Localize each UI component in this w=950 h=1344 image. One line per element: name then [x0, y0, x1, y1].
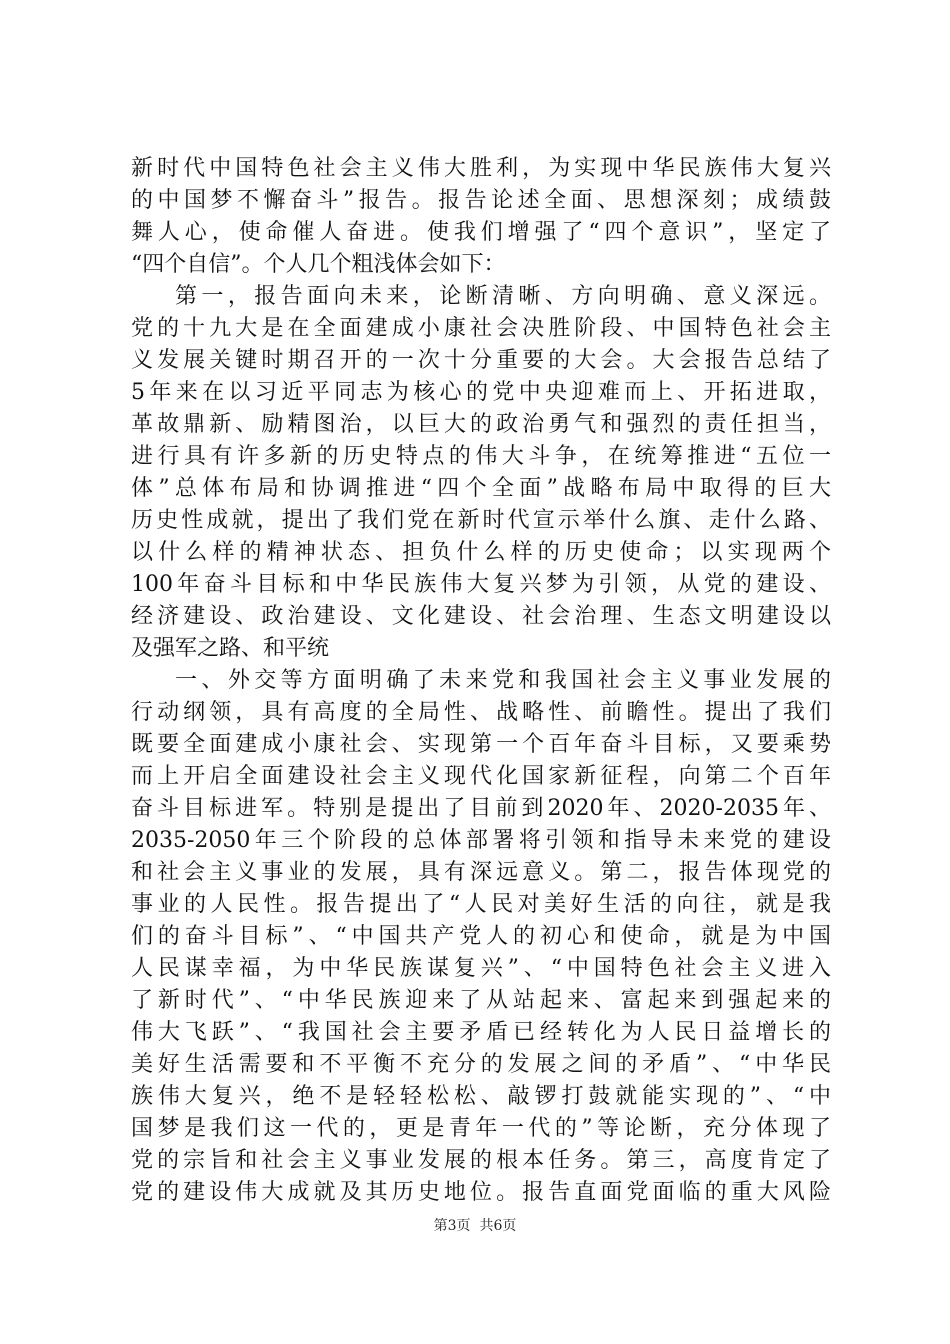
page-footer [0, 1216, 950, 1236]
text-line: 了新时代”、“中华民族迎来了从站起来、富起来到强起来的 [131, 988, 831, 1013]
text-line: 们的奋斗目标”、“中国共产党人的初心和使命，就是为中国 [131, 924, 831, 949]
text-line: 行动纲领，具有高度的全局性、战略性、前瞻性。提出了我们 [131, 700, 831, 725]
text-line: 美好生活需要和不平衡不充分的发展之间的矛盾”、“中华民 [131, 1052, 831, 1077]
text-line: 奋斗目标进军。特别是提出了目前到2020年、2020-2035年、 [131, 796, 831, 821]
text-line: 和社会主义事业的发展，具有深远意义。第二，报告体现党的 [131, 860, 831, 885]
text-line: 人民谋幸福，为中华民族谋复兴”、“中国特色社会主义进入 [131, 956, 831, 981]
document-body [131, 153, 831, 1209]
text-line: 一、外交等方面明确了未来党和我国社会主义事业发展的 [175, 668, 831, 693]
text-line: 事业的人民性。报告提出了“人民对美好生活的向往，就是我 [131, 892, 831, 917]
text-line: “四个自信”。个人几个粗浅体会如下： [131, 252, 506, 277]
text-line: 党的建设伟大成就及其历史地位。报告直面党面临的重大风险 [131, 1180, 831, 1205]
text-line: 新时代中国特色社会主义伟大胜利，为实现中华民族伟大复兴 [131, 156, 831, 181]
text-line: 党的宗旨和社会主义事业发展的根本任务。第三，高度肯定了 [131, 1148, 831, 1173]
text-line: 革故鼎新、励精图治，以巨大的政治勇气和强烈的责任担当， [131, 412, 831, 437]
text-line: 进行具有许多新的历史特点的伟大斗争，在统筹推进“五位一 [131, 444, 831, 469]
text-line: 党的十九大是在全面建成小康社会决胜阶段、中国特色社会主 [131, 316, 831, 341]
text-line: 国梦是我们这一代的，更是青年一代的”等论断，充分体现了 [131, 1116, 831, 1141]
text-line: 既要全面建成小康社会、实现第一个百年奋斗目标，又要乘势 [131, 732, 831, 757]
page-number: 第3页 共6页 [433, 1218, 517, 1234]
text-line: 第一，报告面向未来，论断清晰、方向明确、意义深远。 [175, 284, 831, 309]
text-line: 2035-2050年三个阶段的总体部署将引领和指导未来党的建设 [131, 828, 831, 853]
text-line: 义发展关键时期召开的一次十分重要的大会。大会报告总结了 [131, 348, 831, 373]
text-line: 及强军之路、和平统 [131, 636, 330, 661]
text-line: 100年奋斗目标和中华民族伟大复兴梦为引领，从党的建设、 [131, 572, 831, 597]
text-line: 经济建设、政治建设、文化建设、社会治理、生态文明建设以 [131, 604, 831, 629]
text-line: 以什么样的精神状态、担负什么样的历史使命；以实现两个 [131, 540, 831, 565]
text-line: 舞人心，使命催人奋进。使我们增强了“四个意识”，坚定了 [131, 220, 831, 245]
text-line: 的中国梦不懈奋斗”报告。报告论述全面、思想深刻；成绩鼓 [131, 188, 831, 213]
text-line: 历史性成就，提出了我们党在新时代宣示举什么旗、走什么路、 [131, 508, 831, 533]
text-line: 5年来在以习近平同志为核心的党中央迎难而上、开拓进取， [131, 380, 831, 405]
text-line: 族伟大复兴，绝不是轻轻松松、敲锣打鼓就能实现的”、“中 [131, 1084, 831, 1109]
text-line: 体”总体布局和协调推进“四个全面”战略布局中取得的巨大 [131, 476, 831, 501]
text-line: 伟大飞跃”、“我国社会主要矛盾已经转化为人民日益增长的 [131, 1020, 831, 1045]
text-line: 而上开启全面建设社会主义现代化国家新征程，向第二个百年 [131, 764, 831, 789]
